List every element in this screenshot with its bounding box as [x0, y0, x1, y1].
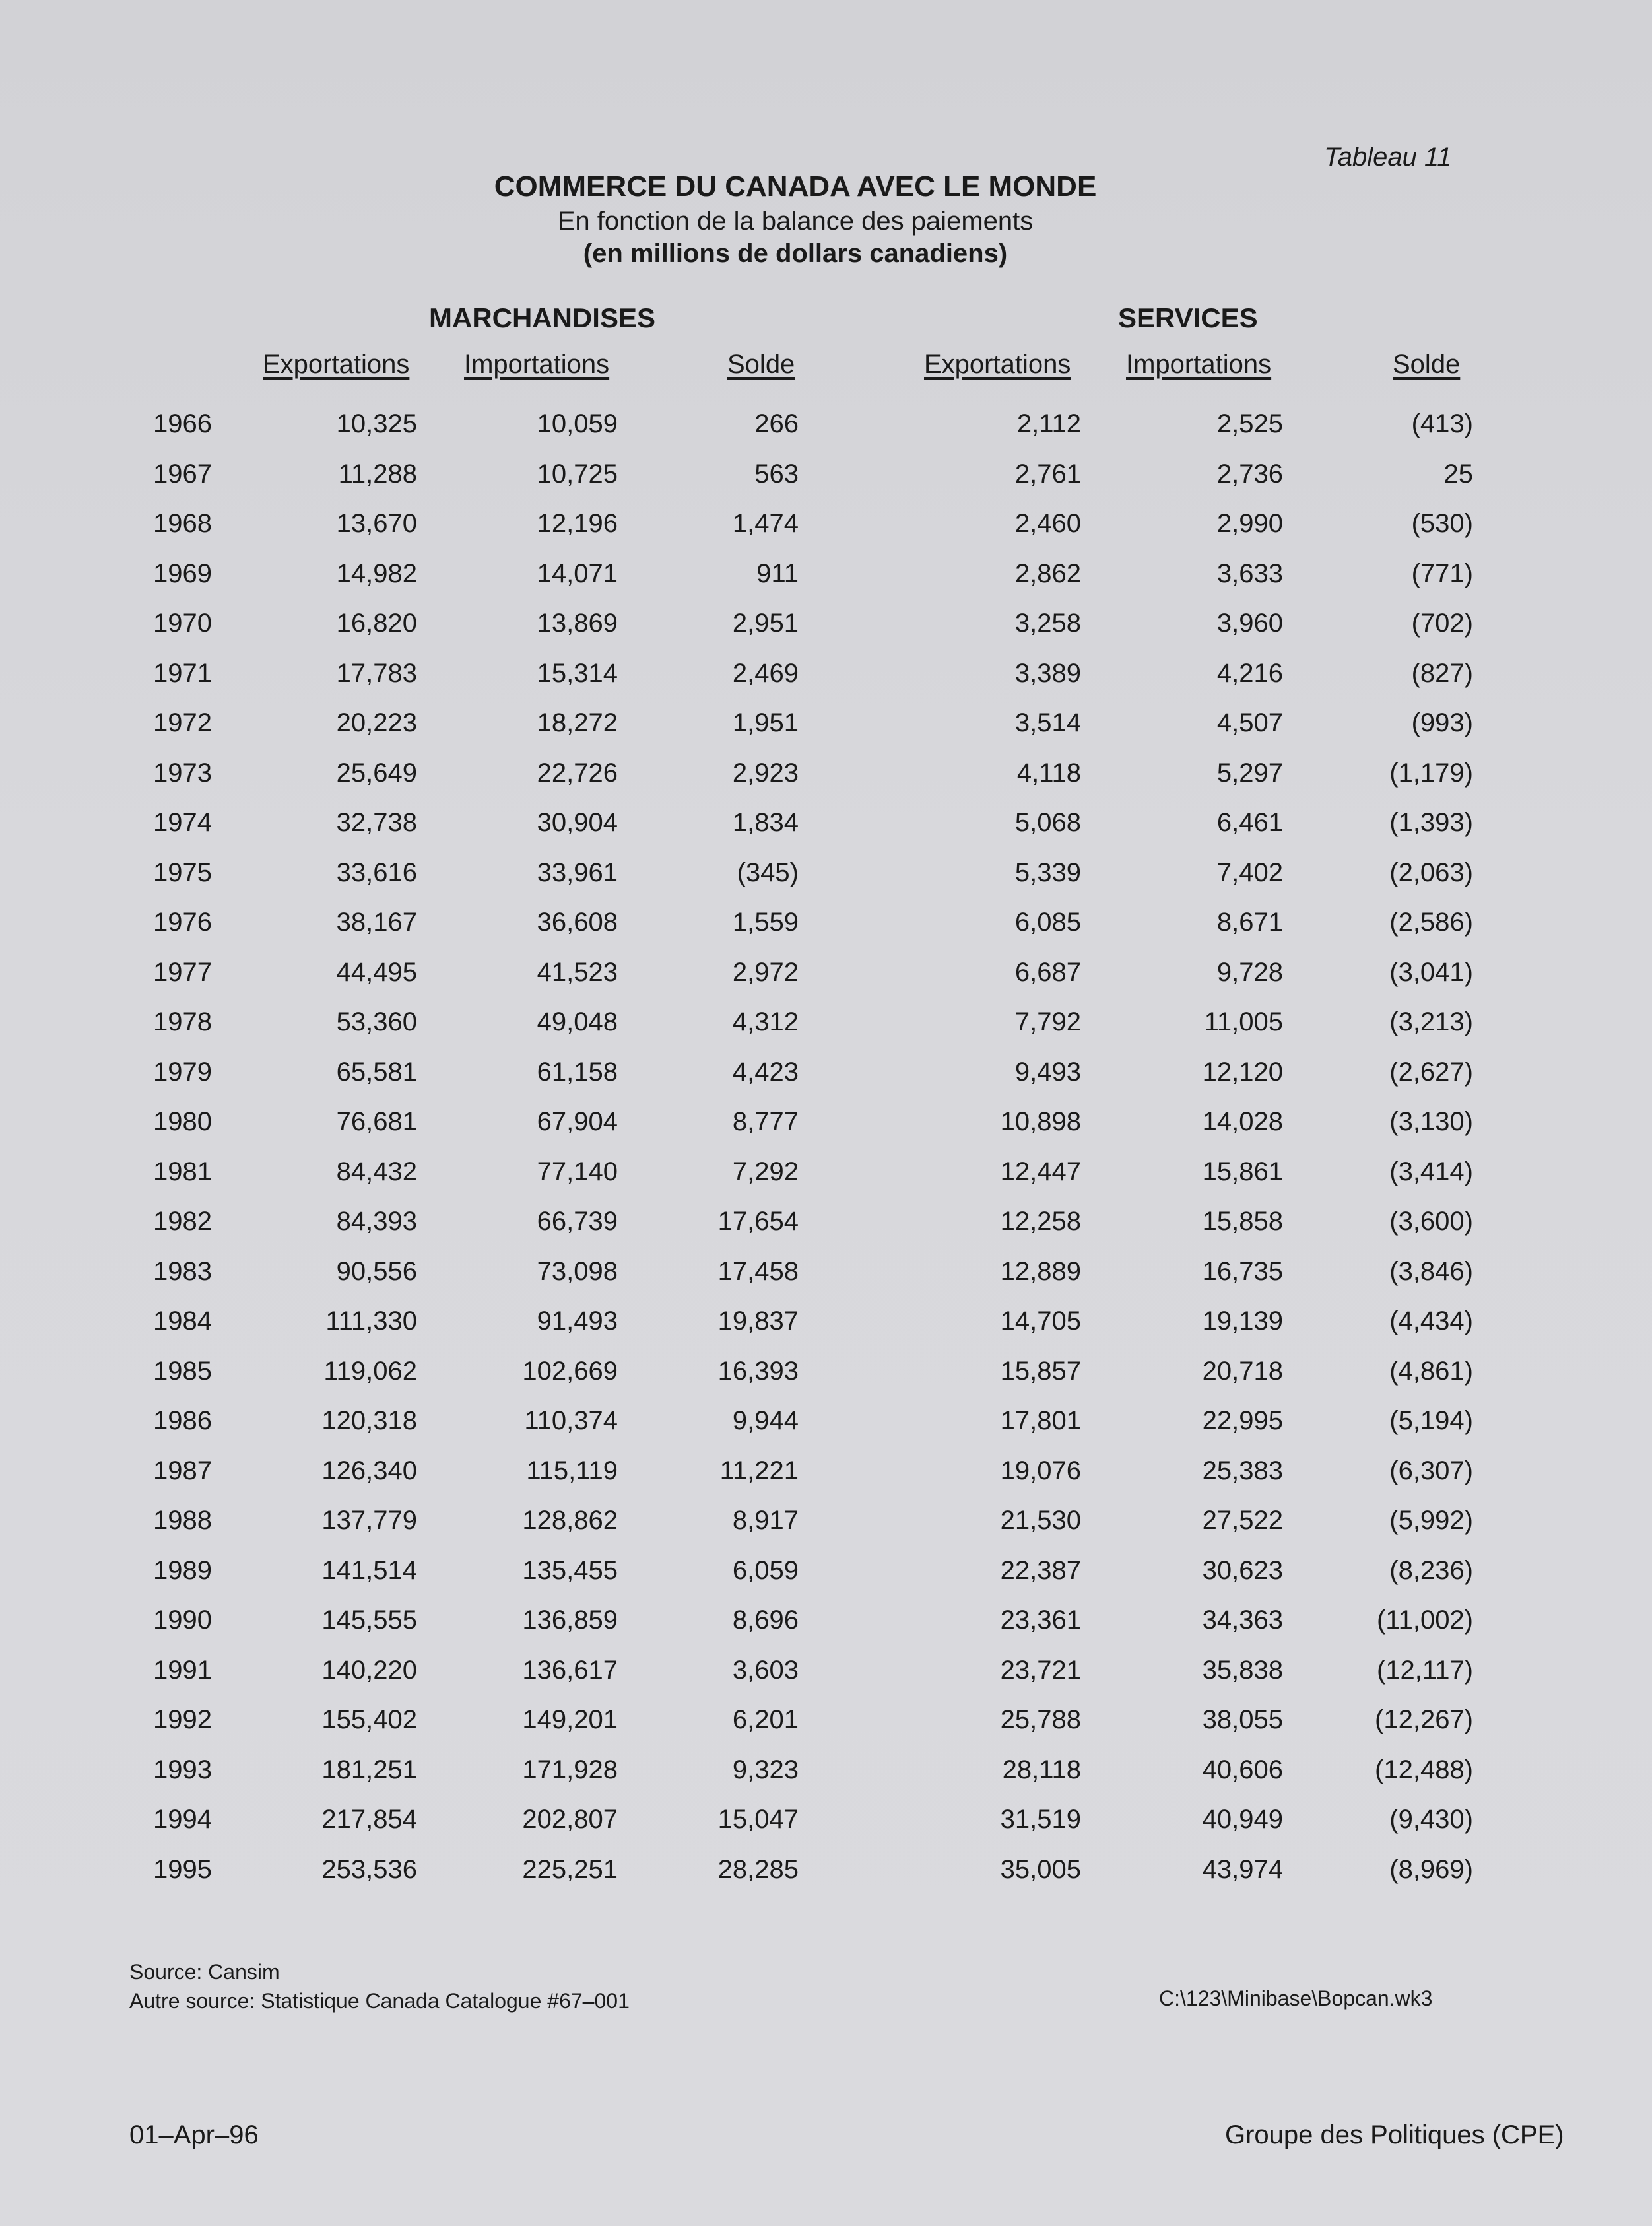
table-row	[0, 1207, 1652, 1257]
cell-merch-imports: 91,493	[537, 1306, 618, 1335]
cell-services-exports: 2,460	[1014, 509, 1081, 538]
cell-merch-imports: 10,725	[537, 459, 618, 489]
cell-merch-imports: 225,251	[522, 1854, 618, 1884]
cell-merch-exports: 141,514	[321, 1555, 417, 1585]
cell-merch-balance: 17,654	[717, 1207, 799, 1236]
cell-services-exports: 35,005	[1000, 1854, 1081, 1884]
cell-year: 1987	[153, 1456, 212, 1485]
cell-merch-exports: 17,783	[336, 658, 417, 688]
cell-services-imports: 2,990	[1216, 509, 1283, 538]
table-row	[0, 1605, 1652, 1656]
cell-services-balance: (413)	[1411, 409, 1473, 438]
table-row	[0, 409, 1652, 459]
section-heading-services: SERVICES	[1118, 302, 1258, 333]
cell-merch-balance: 9,944	[732, 1406, 799, 1435]
cell-merch-imports: 41,523	[537, 957, 618, 987]
cell-services-exports: 6,687	[1014, 957, 1081, 987]
cell-services-imports: 7,402	[1216, 858, 1283, 887]
cell-merch-balance: 2,469	[732, 658, 799, 688]
cell-services-exports: 2,112	[1016, 409, 1081, 438]
table-row	[0, 1556, 1652, 1606]
table-row	[0, 609, 1652, 659]
cell-services-imports: 43,974	[1202, 1854, 1283, 1884]
cell-services-exports: 12,447	[1000, 1157, 1081, 1186]
cell-merch-exports: 126,340	[321, 1456, 417, 1485]
cell-merch-imports: 149,201	[522, 1705, 618, 1734]
cell-merch-imports: 12,196	[537, 509, 618, 538]
column-header-merch-exports: Exportations	[263, 350, 410, 379]
cell-services-exports: 6,085	[1014, 908, 1081, 937]
column-header-services-exports: Exportations	[924, 350, 1071, 379]
cell-services-balance: 25	[1443, 459, 1473, 489]
cell-year: 1984	[153, 1306, 212, 1335]
cell-services-imports: 34,363	[1202, 1605, 1283, 1635]
cell-services-balance: (530)	[1411, 509, 1473, 538]
units-note: (en millions de dollars canadiens)	[583, 239, 1008, 268]
cell-merch-exports: 145,555	[321, 1605, 417, 1635]
cell-services-balance: (4,434)	[1389, 1306, 1473, 1335]
cell-services-exports: 14,705	[1000, 1306, 1081, 1335]
cell-year: 1990	[153, 1605, 212, 1635]
cell-merch-imports: 14,071	[537, 558, 618, 588]
cell-year: 1972	[153, 708, 212, 737]
cell-services-imports: 8,671	[1216, 908, 1283, 937]
cell-merch-exports: 13,670	[336, 509, 417, 538]
cell-services-imports: 4,507	[1216, 708, 1283, 737]
cell-merch-exports: 53,360	[336, 1007, 417, 1036]
cell-services-imports: 14,028	[1202, 1107, 1283, 1136]
cell-services-imports: 2,525	[1216, 409, 1283, 438]
table-row	[0, 1306, 1652, 1357]
table-row	[0, 858, 1652, 908]
cell-merch-exports: 140,220	[321, 1655, 417, 1685]
table-row	[0, 1705, 1652, 1755]
other-source-line: Autre source: Statistique Canada Catalogue #67–001	[129, 1989, 630, 2013]
cell-merch-imports: 49,048	[537, 1007, 618, 1036]
cell-services-exports: 3,258	[1014, 609, 1081, 638]
cell-services-imports: 15,861	[1202, 1157, 1283, 1186]
data-table-body	[0, 409, 1652, 1905]
cell-year: 1977	[153, 957, 212, 987]
cell-services-exports: 28,118	[1002, 1755, 1081, 1784]
cell-services-balance: (827)	[1411, 658, 1473, 688]
section-heading-merchandise: MARCHANDISES	[429, 302, 656, 333]
table-row	[0, 1406, 1652, 1456]
cell-merch-imports: 30,904	[537, 808, 618, 837]
cell-merch-exports: 38,167	[336, 908, 417, 937]
cell-merch-imports: 10,059	[537, 409, 618, 438]
cell-year: 1974	[153, 808, 212, 837]
cell-merch-balance: 8,696	[732, 1605, 799, 1635]
cell-services-imports: 6,461	[1216, 808, 1283, 837]
cell-year: 1993	[153, 1755, 212, 1784]
source-line: Source: Cansim	[129, 1960, 280, 1984]
file-path: C:\123\Minibase\Bopcan.wk3	[1159, 1986, 1433, 2010]
cell-year: 1991	[153, 1655, 212, 1685]
cell-year: 1995	[153, 1854, 212, 1884]
cell-services-exports: 10,898	[1000, 1107, 1081, 1136]
cell-merch-imports: 36,608	[537, 908, 618, 937]
cell-services-imports: 2,736	[1216, 459, 1283, 489]
cell-services-balance: (3,041)	[1389, 957, 1473, 987]
cell-year: 1970	[153, 609, 212, 638]
table-row	[0, 1456, 1652, 1506]
cell-services-exports: 17,801	[1000, 1406, 1081, 1435]
table-row	[0, 459, 1652, 510]
cell-merch-balance: 911	[756, 558, 799, 588]
cell-year: 1982	[153, 1207, 212, 1236]
cell-services-imports: 3,960	[1216, 609, 1283, 638]
cell-services-exports: 23,361	[1000, 1605, 1081, 1635]
cell-services-exports: 25,788	[1000, 1705, 1081, 1734]
cell-merch-imports: 73,098	[537, 1256, 618, 1286]
table-row	[0, 1007, 1652, 1058]
cell-merch-exports: 44,495	[336, 957, 417, 987]
cell-year: 1969	[153, 558, 212, 588]
cell-merch-exports: 16,820	[336, 609, 417, 638]
cell-services-balance: (12,117)	[1376, 1655, 1473, 1685]
cell-year: 1966	[153, 409, 212, 438]
cell-merch-imports: 61,158	[537, 1057, 618, 1087]
cell-year: 1968	[153, 509, 212, 538]
document-title: COMMERCE DU CANADA AVEC LE MONDE	[494, 170, 1097, 203]
cell-services-balance: (11,002)	[1376, 1605, 1473, 1635]
cell-merch-imports: 22,726	[537, 758, 618, 788]
cell-merch-imports: 171,928	[522, 1755, 618, 1784]
cell-services-imports: 11,005	[1204, 1007, 1283, 1036]
cell-merch-imports: 13,869	[537, 609, 618, 638]
cell-services-exports: 2,862	[1014, 558, 1081, 588]
cell-services-exports: 12,889	[1000, 1256, 1081, 1286]
cell-services-exports: 19,076	[1000, 1456, 1081, 1485]
table-row	[0, 1107, 1652, 1157]
cell-merch-exports: 84,393	[336, 1207, 417, 1236]
cell-services-imports: 30,623	[1202, 1555, 1283, 1585]
column-header-services-balance: Solde	[1393, 350, 1461, 379]
cell-merch-exports: 10,325	[336, 409, 417, 438]
cell-merch-exports: 32,738	[336, 808, 417, 837]
cell-services-imports: 3,633	[1216, 558, 1283, 588]
cell-year: 1981	[153, 1157, 212, 1186]
cell-year: 1992	[153, 1705, 212, 1734]
cell-services-exports: 21,530	[1000, 1506, 1081, 1535]
cell-services-exports: 12,258	[1000, 1207, 1081, 1236]
cell-services-balance: (3,600)	[1389, 1207, 1473, 1236]
cell-merch-balance: 8,777	[732, 1107, 799, 1136]
cell-year: 1985	[153, 1356, 212, 1386]
cell-merch-balance: 1,834	[732, 808, 799, 837]
cell-merch-exports: 217,854	[321, 1805, 417, 1834]
cell-merch-imports: 136,859	[522, 1605, 618, 1635]
cell-services-imports: 35,838	[1202, 1655, 1283, 1685]
cell-services-balance: (2,586)	[1389, 908, 1473, 937]
cell-services-balance: (8,969)	[1389, 1854, 1473, 1884]
cell-services-imports: 38,055	[1202, 1705, 1283, 1734]
cell-merch-imports: 18,272	[537, 708, 618, 737]
cell-services-balance: (2,063)	[1389, 858, 1473, 887]
cell-merch-imports: 110,374	[524, 1406, 618, 1435]
cell-services-exports: 7,792	[1014, 1007, 1081, 1036]
table-row	[0, 759, 1652, 809]
cell-services-balance: (3,846)	[1389, 1256, 1473, 1286]
cell-services-imports: 16,735	[1202, 1256, 1283, 1286]
cell-services-imports: 25,383	[1202, 1456, 1283, 1485]
cell-merch-balance: 15,047	[717, 1805, 799, 1834]
table-row	[0, 1357, 1652, 1407]
cell-merch-exports: 84,432	[336, 1157, 417, 1186]
table-number-label: Tableau 11	[1324, 143, 1452, 172]
table-row	[0, 509, 1652, 559]
cell-year: 1983	[153, 1256, 212, 1286]
cell-services-imports: 15,858	[1202, 1207, 1283, 1236]
cell-merch-exports: 76,681	[336, 1107, 417, 1136]
column-header-merch-imports: Importations	[464, 350, 610, 379]
table-row	[0, 1058, 1652, 1108]
cell-services-balance: (2,627)	[1389, 1057, 1473, 1087]
table-row	[0, 1656, 1652, 1706]
cell-services-exports: 3,514	[1014, 708, 1081, 737]
cell-year: 1986	[153, 1406, 212, 1435]
cell-merch-balance: 7,292	[732, 1157, 799, 1186]
table-row	[0, 908, 1652, 958]
cell-merch-imports: 128,862	[522, 1506, 618, 1535]
footer-date: 01–Apr–96	[129, 2120, 259, 2149]
table-row	[0, 659, 1652, 709]
cell-merch-imports: 77,140	[537, 1157, 618, 1186]
cell-services-balance: (993)	[1411, 708, 1473, 737]
cell-merch-exports: 155,402	[321, 1705, 417, 1734]
cell-services-balance: (4,861)	[1389, 1356, 1473, 1386]
cell-merch-imports: 102,669	[522, 1356, 618, 1386]
cell-services-balance: (702)	[1411, 609, 1473, 638]
table-row	[0, 1855, 1652, 1905]
cell-merch-imports: 66,739	[537, 1207, 618, 1236]
cell-services-exports: 4,118	[1016, 758, 1081, 788]
cell-merch-exports: 25,649	[336, 758, 417, 788]
cell-services-imports: 27,522	[1202, 1506, 1283, 1535]
cell-year: 1973	[153, 758, 212, 788]
cell-merch-exports: 137,779	[321, 1506, 417, 1535]
cell-merch-balance: 2,951	[732, 609, 799, 638]
cell-merch-balance: 4,423	[732, 1057, 799, 1087]
cell-merch-balance: 8,917	[732, 1506, 799, 1535]
cell-year: 1989	[153, 1555, 212, 1585]
cell-services-exports: 5,068	[1014, 808, 1081, 837]
cell-merch-balance: 6,059	[732, 1555, 799, 1585]
cell-services-balance: (8,236)	[1389, 1555, 1473, 1585]
cell-services-imports: 19,139	[1202, 1306, 1283, 1335]
cell-merch-balance: 6,201	[732, 1705, 799, 1734]
cell-services-balance: (5,194)	[1389, 1406, 1473, 1435]
cell-merch-imports: 115,119	[526, 1456, 618, 1485]
cell-services-imports: 20,718	[1202, 1356, 1283, 1386]
cell-merch-exports: 111,330	[325, 1306, 417, 1335]
table-row	[0, 1805, 1652, 1855]
cell-merch-balance: 266	[754, 409, 799, 438]
cell-merch-exports: 20,223	[336, 708, 417, 737]
cell-merch-balance: 1,474	[732, 509, 799, 538]
table-row	[0, 708, 1652, 759]
cell-merch-balance: 563	[754, 459, 799, 489]
cell-merch-exports: 119,062	[323, 1356, 417, 1386]
table-row	[0, 1157, 1652, 1207]
cell-services-exports: 22,387	[1000, 1555, 1081, 1585]
cell-merch-exports: 65,581	[336, 1057, 417, 1087]
column-header-services-imports: Importations	[1126, 350, 1272, 379]
cell-year: 1967	[153, 459, 212, 489]
table-row	[0, 1257, 1652, 1307]
cell-year: 1979	[153, 1057, 212, 1087]
cell-merch-balance: 11,221	[719, 1456, 799, 1485]
document-subtitle: En fonction de la balance des paiements	[557, 207, 1034, 236]
cell-merch-imports: 136,617	[522, 1655, 618, 1685]
cell-services-balance: (3,414)	[1389, 1157, 1473, 1186]
cell-services-imports: 40,606	[1202, 1755, 1283, 1784]
cell-services-balance: (6,307)	[1389, 1456, 1473, 1485]
cell-merch-exports: 181,251	[321, 1755, 417, 1784]
cell-merch-imports: 202,807	[522, 1805, 618, 1834]
cell-merch-balance: (345)	[737, 858, 799, 887]
cell-services-balance: (1,393)	[1389, 808, 1473, 837]
cell-services-exports: 5,339	[1014, 858, 1081, 887]
cell-services-balance: (12,267)	[1375, 1705, 1473, 1734]
cell-merch-balance: 1,559	[732, 908, 799, 937]
cell-merch-exports: 253,536	[321, 1854, 417, 1884]
cell-merch-imports: 67,904	[537, 1107, 618, 1136]
cell-services-exports: 31,519	[1000, 1805, 1081, 1834]
cell-merch-balance: 17,458	[717, 1256, 799, 1286]
cell-merch-exports: 90,556	[336, 1256, 417, 1286]
cell-merch-exports: 11,288	[338, 459, 417, 489]
cell-merch-balance: 16,393	[717, 1356, 799, 1386]
cell-year: 1978	[153, 1007, 212, 1036]
cell-services-exports: 15,857	[1000, 1356, 1081, 1386]
cell-services-imports: 4,216	[1216, 658, 1283, 688]
cell-merch-imports: 15,314	[537, 658, 618, 688]
table-row	[0, 808, 1652, 858]
cell-year: 1988	[153, 1506, 212, 1535]
cell-merch-balance: 9,323	[732, 1755, 799, 1784]
cell-services-exports: 23,721	[1000, 1655, 1081, 1685]
cell-services-imports: 9,728	[1216, 957, 1283, 987]
cell-services-balance: (5,992)	[1389, 1506, 1473, 1535]
cell-merch-balance: 19,837	[717, 1306, 799, 1335]
cell-services-exports: 9,493	[1014, 1057, 1081, 1087]
cell-merch-imports: 33,961	[537, 858, 618, 887]
cell-services-balance: (9,430)	[1389, 1805, 1473, 1834]
cell-services-imports: 40,949	[1202, 1805, 1283, 1834]
cell-services-imports: 5,297	[1216, 758, 1283, 788]
cell-services-imports: 22,995	[1202, 1406, 1283, 1435]
cell-year: 1980	[153, 1107, 212, 1136]
cell-services-imports: 12,120	[1202, 1057, 1283, 1087]
table-row	[0, 559, 1652, 609]
cell-services-balance: (1,179)	[1389, 758, 1473, 788]
cell-merch-balance: 2,972	[732, 957, 799, 987]
cell-year: 1994	[153, 1805, 212, 1834]
column-header-merch-balance: Solde	[727, 350, 795, 379]
cell-merch-exports: 33,616	[336, 858, 417, 887]
cell-merch-balance: 28,285	[717, 1854, 799, 1884]
cell-year: 1976	[153, 908, 212, 937]
cell-merch-balance: 4,312	[732, 1007, 799, 1036]
cell-services-balance: (3,213)	[1389, 1007, 1473, 1036]
table-row	[0, 1506, 1652, 1556]
cell-year: 1975	[153, 858, 212, 887]
cell-merch-balance: 3,603	[732, 1655, 799, 1685]
cell-services-exports: 2,761	[1014, 459, 1081, 489]
table-row	[0, 958, 1652, 1008]
table-row	[0, 1755, 1652, 1805]
cell-services-balance: (771)	[1411, 558, 1473, 588]
cell-year: 1971	[153, 658, 212, 688]
cell-merch-balance: 1,951	[732, 708, 799, 737]
cell-services-balance: (3,130)	[1389, 1107, 1473, 1136]
cell-merch-exports: 120,318	[321, 1406, 417, 1435]
cell-services-exports: 3,389	[1014, 658, 1081, 688]
cell-merch-imports: 135,455	[522, 1555, 618, 1585]
cell-merch-exports: 14,982	[336, 558, 417, 588]
source-notes	[129, 1957, 630, 2015]
cell-merch-balance: 2,923	[732, 758, 799, 788]
footer-group: Groupe des Politiques (CPE)	[1225, 2120, 1564, 2149]
cell-services-balance: (12,488)	[1375, 1755, 1473, 1784]
